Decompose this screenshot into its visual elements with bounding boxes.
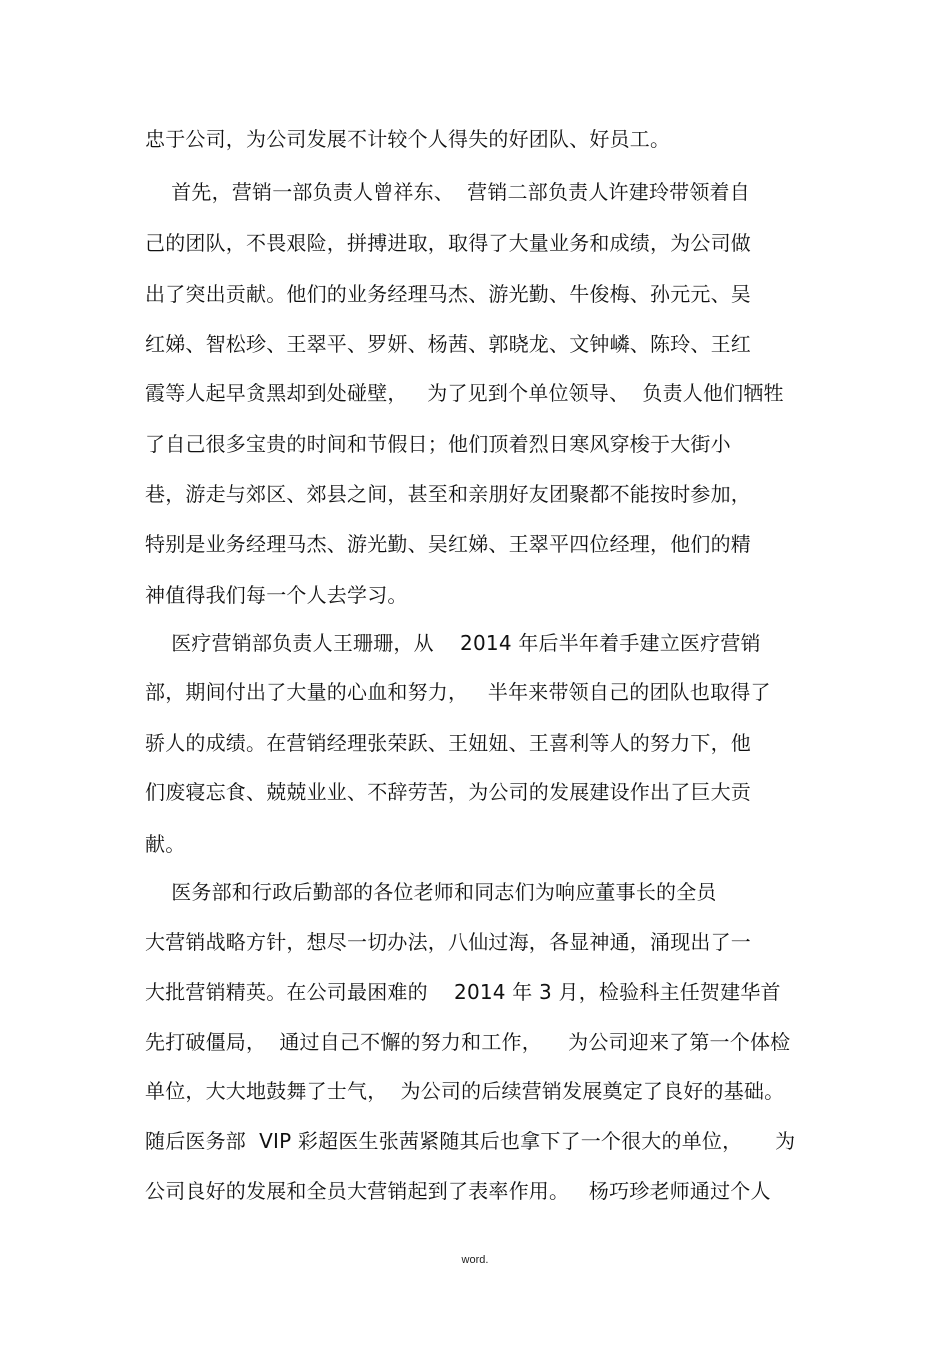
text-line: 己的团队，不畏艰险，拼搏进取，取得了大量业务和成绩，为公司做: [145, 231, 751, 255]
text-line: 医务部和行政后勤部的各位老师和同志们为响应董事长的全员: [145, 880, 717, 904]
text-line: 首先，营销一部负责人曾祥东、 营销二部负责人许建玲带领着自: [145, 180, 750, 204]
text-line: 了自己很多宝贵的时间和节假日；他们顶着烈日寒风穿梭于大街小: [145, 432, 731, 456]
page-footer: word.: [461, 1254, 489, 1266]
text-line: 大营销战略方针，想尽一切办法，八仙过海，各显神通，涌现出了一: [145, 930, 751, 954]
text-line: 神值得我们每一个人去学习。: [145, 583, 408, 607]
text-line: 忠于公司，为公司发展不计较个人得失的好团队、好员工。: [145, 127, 671, 151]
text-line: 巷，游走与郊区、郊县之间，甚至和亲朋好友团聚都不能按时参加，: [145, 482, 751, 506]
text-line: 霞等人起早贪黑却到处碰壁， 为了见到个单位领导、 负责人他们牺牲: [145, 381, 784, 405]
text-line: 红娣、智松珍、王翠平、罗妍、杨茜、郭晓龙、文钟嶙、陈玲、王红: [145, 332, 751, 356]
text-line: 们废寝忘食、兢兢业业、不辞劳苦，为公司的发展建设作出了巨大贡: [145, 780, 751, 804]
text-line: 骄人的成绩。在营销经理张荣跃、王妞妞、王喜利等人的努力下，他: [145, 731, 751, 755]
text-line: 大批营销精英。在公司最困难的 2014 年 3 月，检验科主任贺建华首: [145, 980, 781, 1004]
text-line: 出了突出贡献。他们的业务经理马杰、游光勤、牛俊梅、孙元元、吴: [145, 282, 751, 306]
text-line: 特别是业务经理马杰、游光勤、吴红娣、王翠平四位经理，他们的精: [145, 532, 751, 556]
text-line: 医疗营销部负责人王珊珊，从 2014 年后半年着手建立医疗营销: [145, 631, 761, 655]
text-line: 部，期间付出了大量的心血和努力， 半年来带领自己的团队也取得了: [145, 680, 771, 704]
text-line: 献。: [145, 832, 186, 856]
text-line: 公司良好的发展和全员大营销起到了表率作用。 杨巧珍老师通过个人: [145, 1179, 771, 1203]
text-line: 先打破僵局， 通过自己不懈的努力和工作， 为公司迎来了第一个体检: [145, 1030, 791, 1054]
text-line: 单位，大大地鼓舞了士气， 为公司的后续营销发展奠定了良好的基础。: [145, 1079, 785, 1103]
text-line: 随后医务部 VIP 彩超医生张茜紧随其后也拿下了一个很大的单位， 为: [145, 1129, 796, 1153]
